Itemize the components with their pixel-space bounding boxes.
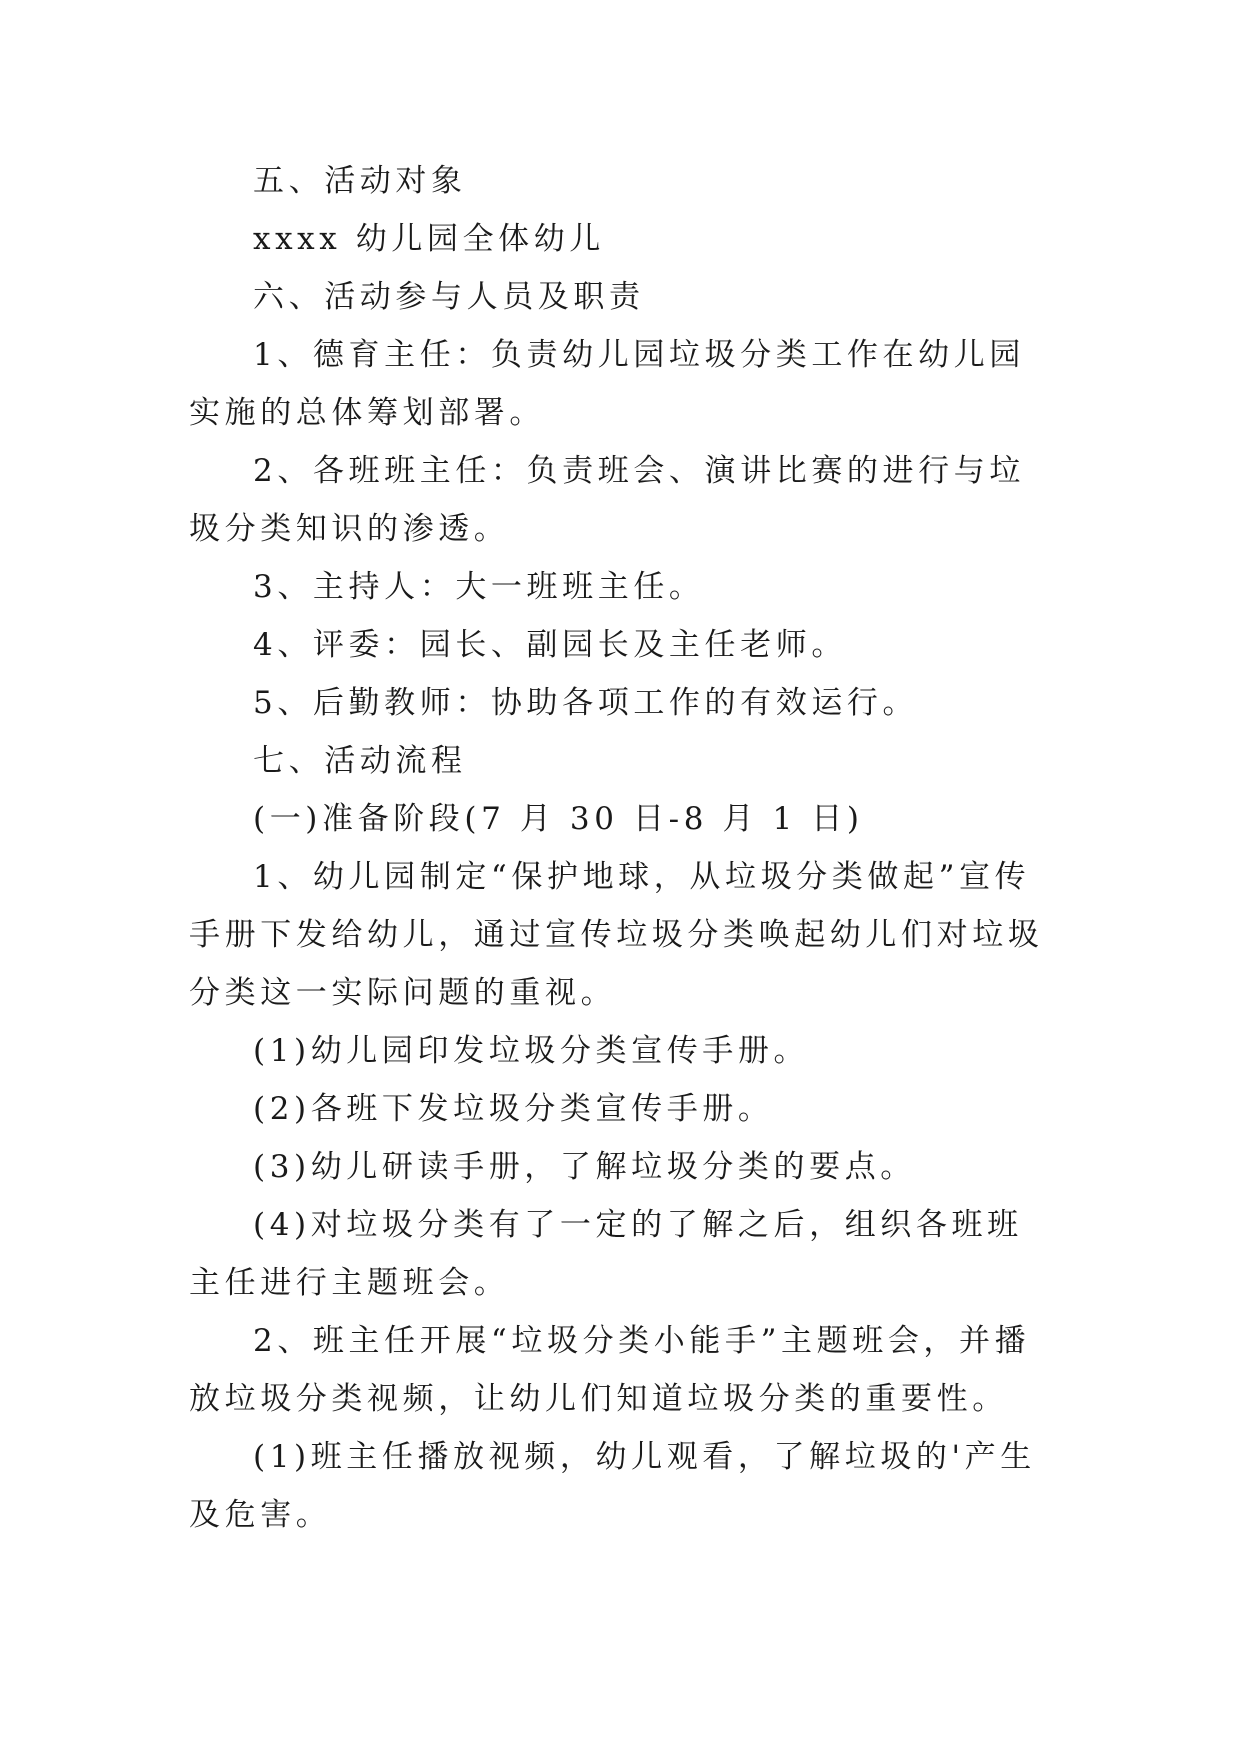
section-heading-participants: 六、活动参与人员及职责 — [253, 279, 645, 315]
list-item-1-3: (3)幼儿研读手册，了解垃圾分类的要点。 — [253, 1149, 916, 1185]
paragraph-role-3: 3、主持人：大一班班主任。 — [253, 569, 705, 605]
subheading-preparation-stage: (一)准备阶段(7 月 30 日-8 月 1 日) — [253, 801, 864, 837]
list-item-1-2: (2)各班下发垃圾分类宣传手册。 — [253, 1091, 774, 1127]
paragraph-step-2: 2、班主任开展“垃圾分类小能手”主题班会，并播放垃圾分类视频，让幼儿们知道垃圾分类的重要性。 — [189, 1323, 1031, 1417]
list-item-1-1: (1)幼儿园印发垃圾分类宣传手册。 — [253, 1033, 810, 1069]
paragraph-role-1: 1、德育主任：负责幼儿园垃圾分类工作在幼儿园实施的总体筹划部署。 — [189, 337, 1025, 431]
paragraph-step-1: 1、幼儿园制定“保护地球，从垃圾分类做起”宣传手册下发给幼儿，通过宣传垃圾分类唤起幼儿们对垃圾分类这一实际问题的重视。 — [189, 859, 1044, 1011]
list-item-2-1: (1)班主任播放视频，幼儿观看，了解垃圾的'产生及危害。 — [189, 1439, 1036, 1533]
paragraph-role-5: 5、后勤教师：协助各项工作的有效运行。 — [253, 685, 919, 721]
document-body — [189, 152, 1049, 1544]
section-heading-activity-target: 五、活动对象 — [253, 163, 467, 199]
section-heading-process: 七、活动流程 — [253, 743, 467, 779]
list-item-1-4: (4)对垃圾分类有了一定的了解之后，组织各班班主任进行主题班会。 — [189, 1207, 1023, 1301]
paragraph-role-4: 4、评委：园长、副园长及主任老师。 — [253, 627, 847, 663]
paragraph-role-2: 2、各班班主任：负责班会、演讲比赛的进行与垃圾分类知识的渗透。 — [189, 453, 1025, 547]
paragraph-target-audience: xxxx 幼儿园全体幼儿 — [253, 221, 605, 257]
